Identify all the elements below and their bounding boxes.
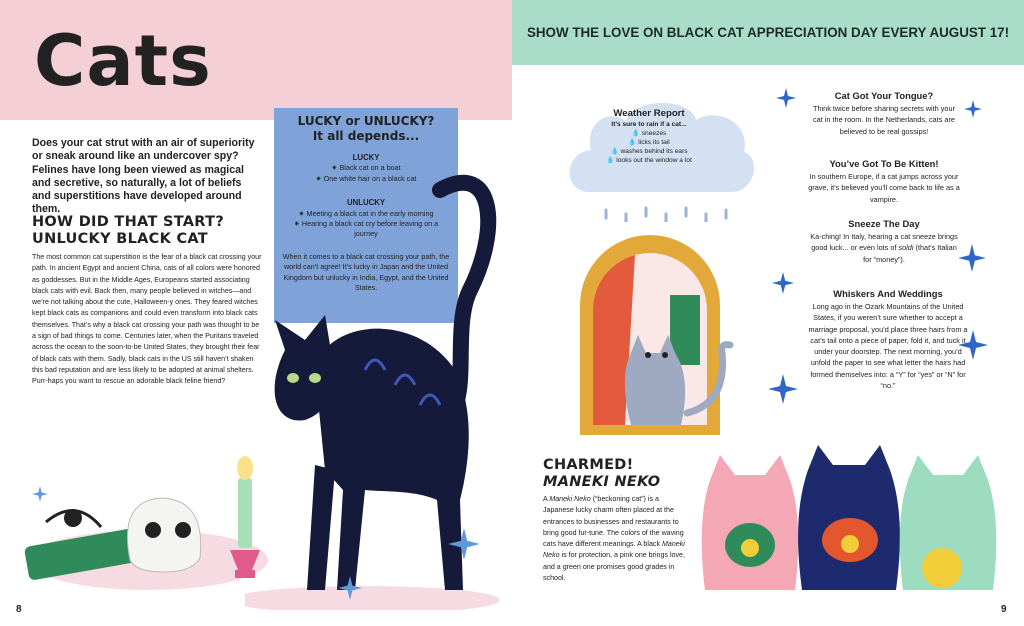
weather-item: 💧 looks out the window a lot: [606, 157, 692, 164]
lucky-box-title-2: It all depends...: [312, 128, 420, 143]
heading-line-1: HOW DID THAT START?: [32, 214, 225, 230]
black-maneki-neko: [798, 445, 900, 590]
charmed-heading: [543, 457, 660, 491]
section-title: Cat Got Your Tongue?: [834, 90, 934, 101]
unlucky-label: UNLUCKY: [346, 198, 386, 208]
section-text: Think twice before sharing secrets with your cat in the room. In the Netherlands, cats are believed to be real gossips!: [813, 104, 955, 136]
charmed-line-2: MANEKI NEKO: [543, 474, 661, 490]
heading-line-2: UNLUCKY BLACK CAT: [32, 231, 208, 247]
unlucky-item: ✷ Meeting a black cat in the early morning: [298, 208, 434, 218]
section-text: In southern Europe, if a cat jumps across your grave, it’s believed you’ll come back to life as a vampire.: [808, 172, 960, 204]
lucky-item: ✷ One white hair on a black cat: [315, 173, 417, 183]
section-kitten: [808, 158, 960, 205]
section-title: Whiskers And Weddings: [833, 288, 943, 299]
lucky-label: LUCKY: [352, 153, 380, 162]
skull-candle-book-illustration: [18, 450, 278, 600]
pink-maneki-neko: [702, 455, 799, 590]
unlucky-item: ✷ Hearing a black cat cry before leaving on a journey: [293, 219, 439, 239]
green-maneki-neko: [900, 455, 997, 590]
star-icon: [448, 528, 480, 560]
black-cat-paragraph: The most common cat superstition is the fear of a black cat crossing your path. In ancient Egypt and ancient China, cats of all colors were honored as goddesses. But in the Middle Ages, Europeans started associating black cats with evil. Back then, many people believed in witches—and we’re not talking about the cute, Halloween-y ones. They feared witches kept black cats as companions and could even transform into black cats themselves. That’s why a black cat crossing your path was thought to be a sign of bad things to come. Centuries later, when the Puritans traveled across the ocean to the soon-to-be United States, they brought their fear of black cats with them. Sadly, black cats in the US still haven’t shaken this bad reputation and are less likely to be adopted at animal shelters. Purr-haps you want to rescue an adorable black feline friend?: [32, 253, 262, 386]
section-cat-got-your-tongue: [808, 90, 960, 137]
star-icon: [964, 100, 982, 118]
star-icon: [768, 374, 798, 404]
lucky-box-title: [282, 114, 450, 143]
lucky-item: ✷ Black cat on a boat: [331, 163, 401, 173]
weather-subtitle: It’s sure to rain if a cat...: [611, 121, 687, 128]
section-title: You’ve Got To Be Kitten!: [829, 158, 939, 169]
section-sneeze-the-day: [808, 218, 960, 265]
star-icon: [338, 576, 362, 600]
maneki-paragraph: A Maneki Neko (“beckoning cat”) is a Japanese lucky charm often placed at the entrances to businesses and restaurants to bring good fur-tune. The colors of the waving cats have different meanings. A black Maneki Neko is for protection, a pink one brings love, and a green one promises good grades in school.: [543, 495, 685, 583]
intro-paragraph: Does your cat strut with an air of superiority or sneak around like an undercover spy? Felines have long been viewed as magical and secretive, so naturally, a lot of beliefs and superstitions have developed around them.: [32, 137, 255, 216]
weather-title: Weather Report: [613, 108, 685, 119]
lucky-box-closing: When it comes to a black cat crossing your path, the world can’t agree! It’s lucky in Japan and the United Kingdom but unlucky in India, Egypt, and the United States.: [282, 251, 450, 293]
page-title: Cats: [34, 20, 212, 102]
section-whiskers-weddings: [804, 288, 972, 391]
star-icon: [772, 272, 794, 294]
section-heading: [32, 214, 272, 248]
window-cat-illustration: [575, 235, 755, 440]
weather-item: 💧 sneezes: [631, 130, 667, 137]
weather-item: 💧 licks its tail: [628, 139, 670, 146]
weather-item: 💧 washes behind its ears: [610, 148, 688, 155]
maneki-neko-illustration: [690, 440, 1010, 605]
star-icon: [958, 244, 986, 272]
banner-text: SHOW THE LOVE ON BLACK CAT APPRECIATION DAY EVERY AUGUST 17!: [526, 25, 1010, 40]
page-number-left: 8: [16, 604, 22, 615]
page-number-right: 9: [1001, 604, 1007, 615]
charmed-line-1: CHARMED!: [543, 457, 634, 473]
star-icon: [958, 330, 988, 360]
section-title: Sneeze The Day: [848, 218, 920, 229]
section-text: Ka-ching! In Italy, hearing a cat sneeze brings good luck... or even lots of soldi (that’s Italian for “money”).: [810, 232, 958, 264]
section-text: Long ago in the Ozark Mountains of the United States, if you weren’t sure whether to accept a marriage proposal, you’d place three hairs from a cat’s tail onto a piece of paper, fold it, and tuck it under your doorstep. The next morning, you’d unfold the paper to see what letter the hairs had formed themselves into: a “Y” for “yes” or “N” for “no.”: [808, 302, 968, 391]
star-icon: [32, 486, 48, 502]
star-icon: [776, 88, 796, 108]
weather-report: [590, 108, 708, 165]
lucky-box-title-1: LUCKY or UNLUCKY?: [297, 114, 435, 128]
